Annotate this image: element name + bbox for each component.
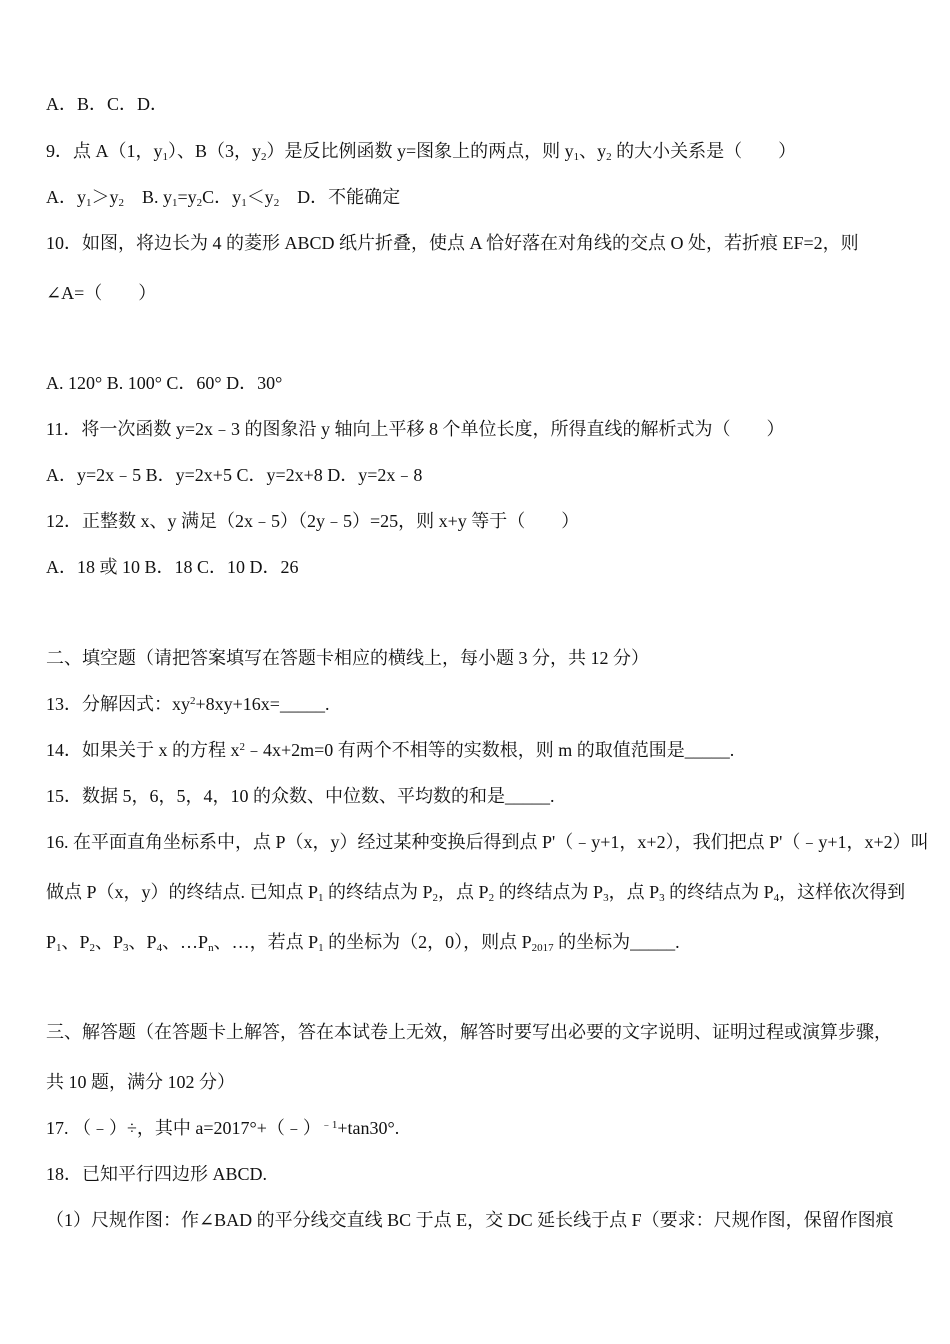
text: 、…，若点 P (213, 932, 319, 952)
text: A．y=2x﹣5 B．y=2x+5 C．y=2x+8 D．y=2x﹣8 (46, 465, 423, 485)
text: ﹣4x+2m=0 有两个不相等的实数根，则 m 的取值范围是_____. (245, 740, 735, 760)
subscript: 2 (606, 151, 612, 163)
text: 16. 在平面直角坐标系中，点 P（x，y）经过某种变换后得到点 P'（﹣y+1，x+2），我们把点 P'（﹣y+1，x+2）叫 (46, 832, 929, 852)
subscript: 1 (86, 197, 92, 209)
text: 11．将一次函数 y=2x﹣3 的图象沿 y 轴向上平移 8 个单位长度，所得直线的解析式为（ ） (46, 419, 785, 439)
q15 (46, 784, 555, 808)
section-2-heading (46, 646, 649, 670)
text: +tan30°. (337, 1118, 400, 1138)
subscript: n (208, 942, 214, 954)
text: 、y (579, 141, 607, 161)
subscript: 3 (123, 942, 129, 954)
q18-part1 (46, 1208, 894, 1232)
superscript: 2 (239, 741, 245, 753)
text: 17. （﹣）÷，其中 a=2017°+（﹣） (46, 1118, 321, 1138)
text: 13．分解因式：xy (46, 694, 190, 714)
q8-options (46, 92, 168, 116)
text: ，点 P (438, 882, 489, 902)
subscript: 1 (241, 197, 247, 209)
subscript: 1 (573, 151, 580, 163)
text: 三、解答题（在答题卡上解答，答在本试卷上无效，解答时要写出必要的文字说明、证明过程或演算步骤， (46, 1022, 892, 1042)
text: 15．数据 5，6，5，4，10 的众数、中位数、平均数的和是_____. (46, 786, 555, 806)
subscript: 3 (659, 892, 665, 904)
q12-options (46, 555, 299, 579)
text: B. y (124, 187, 173, 207)
q10-stem-cont (46, 281, 156, 305)
subscript: 1 (162, 151, 168, 163)
text: +8xy+16x=_____. (195, 694, 330, 714)
text: 10．如图，将边长为 4 的菱形 ABCD 纸片折叠，使点 A 恰好落在对角线的交点 O 处，若折痕 EF=2，则 (46, 233, 859, 253)
text: ）、B（3，y (168, 141, 262, 161)
text: （1）尺规作图：作∠BAD 的平分线交直线 BC 于点 E，交 DC 延长线于点 F（要求：尺规作图，保留作图痕 (46, 1210, 894, 1230)
q16-line3 (46, 930, 680, 954)
text: 共 10 题，满分 102 分） (46, 1072, 235, 1092)
text: 14．如果关于 x 的方程 x (46, 740, 240, 760)
text: 、P (61, 932, 90, 952)
subscript: 1 (56, 942, 62, 954)
text: ，点 P (608, 882, 660, 902)
text: A．y (46, 187, 86, 207)
section-3-heading (46, 1020, 892, 1044)
subscript: 2 (118, 197, 124, 209)
text: A．B．C．D． (46, 94, 169, 114)
subscript: 2 (273, 197, 280, 209)
text: 的大小关系是（ ） (611, 141, 797, 161)
text: 做点 P（x，y）的终结点. 已知点 P (46, 882, 319, 902)
text: 、…P (162, 932, 209, 952)
subscript: 4 (156, 942, 163, 954)
subscript: 2 (196, 197, 203, 209)
subscript: 2 (488, 892, 495, 904)
section-3-heading-cont (46, 1070, 235, 1094)
text: 、P (95, 932, 124, 952)
text: ＞y (91, 187, 119, 207)
text: 9．点 A（1，y (46, 141, 163, 161)
q11-options (46, 463, 422, 487)
q13 (46, 692, 329, 716)
q10-stem (46, 231, 859, 255)
text: C．y (202, 187, 242, 207)
subscript: 4 (773, 892, 780, 904)
text: 的终结点为 P (494, 882, 604, 902)
text: A．18 或 10 B．18 C．10 D．26 (46, 557, 299, 577)
superscript: ﹣1 (320, 1119, 338, 1131)
text: ＜y (246, 187, 274, 207)
q16-line2 (46, 880, 905, 904)
text: 的终结点为 P (323, 882, 433, 902)
text: =y (177, 187, 197, 207)
q14 (46, 738, 734, 762)
q16-line1 (46, 830, 929, 854)
subscript: 1 (318, 942, 324, 954)
q9-stem (46, 139, 796, 163)
q17 (46, 1116, 399, 1140)
subscript: 2 (261, 151, 267, 163)
q12-stem (46, 509, 579, 533)
subscript: 1 (318, 892, 324, 904)
text: P (46, 932, 57, 952)
subscript: 3 (603, 892, 609, 904)
subscript: 2 (432, 892, 439, 904)
subscript: 2017 (531, 942, 554, 954)
q18-stem (46, 1162, 267, 1186)
text: 的坐标为（2，0），则点 P (323, 932, 532, 952)
text: ，这样依次得到 (779, 882, 906, 902)
text: 的坐标为_____. (553, 932, 680, 952)
text: 、P (128, 932, 157, 952)
q10-options (46, 371, 282, 395)
text: 的终结点为 P (664, 882, 774, 902)
text: ∠A=（ ） (46, 283, 157, 303)
text: D．不能确定 (279, 187, 401, 207)
subscript: 1 (172, 197, 178, 209)
subscript: 2 (89, 942, 96, 954)
text: ）是反比例函数 y=图象上的两点，则 y (266, 141, 574, 161)
q11-stem (46, 417, 784, 441)
text: A. 120° B. 100° C．60° D．30° (46, 373, 283, 393)
text: 12．正整数 x、y 满足（2x﹣5）（2y﹣5）=25，则 x+y 等于（ ） (46, 511, 580, 531)
superscript: 2 (190, 695, 196, 707)
text: 二、填空题（请把答案填写在答题卡相应的横线上，每小题 3 分，共 12 分） (46, 648, 649, 668)
q9-options (46, 185, 400, 209)
text: 18．已知平行四边形 ABCD. (46, 1164, 268, 1184)
